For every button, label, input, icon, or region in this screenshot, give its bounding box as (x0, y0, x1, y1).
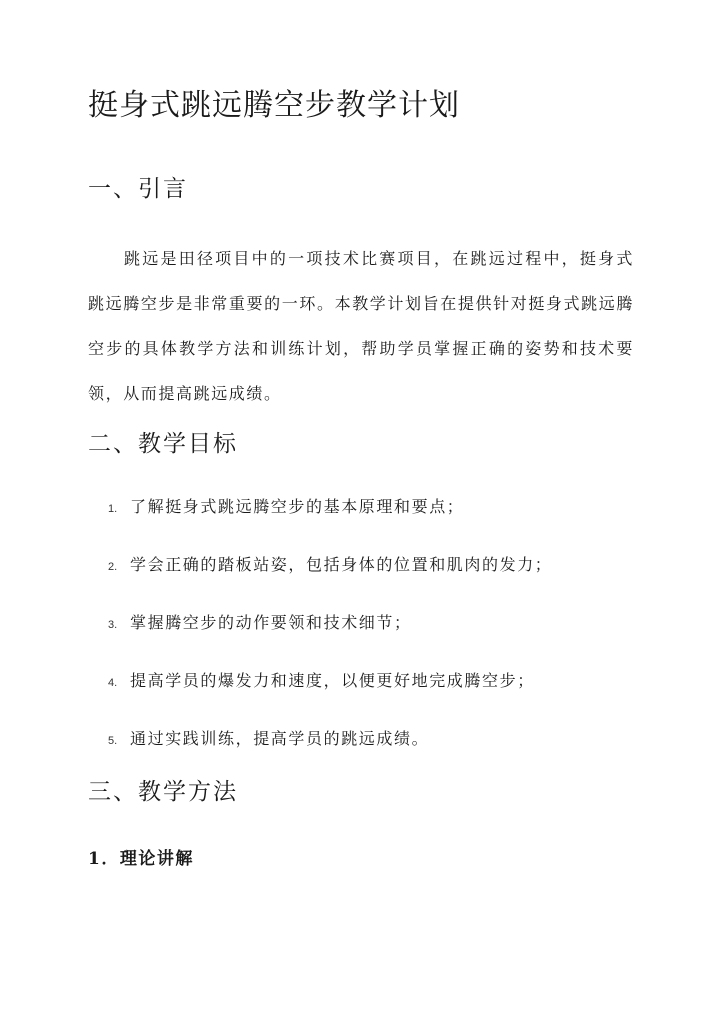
list-item-text: 掌握腾空步的动作要领和技术细节； (130, 613, 412, 632)
list-item (108, 610, 552, 668)
list-item-text: 学会正确的踏板站姿，包括身体的位置和肌肉的发力； (130, 555, 553, 574)
list-item (108, 668, 552, 726)
list-item-number: 1. (108, 503, 118, 515)
introduction-paragraph: 跳远是田径项目中的一项技术比赛项目，在跳远过程中，挺身式跳远腾空步是非常重要的一环。本教学计划旨在提供针对挺身式跳远腾空步的具体教学方法和训练计划，帮助学员掌握正确的姿势和技术要领，从而提高跳远成绩。 (88, 249, 634, 403)
document-title: 挺身式跳远腾空步教学计划 (88, 88, 460, 123)
list-item-number: 5. (108, 735, 118, 747)
section-heading-introduction: 一、引言 (88, 176, 188, 202)
list-item-number: 4. (108, 677, 118, 689)
teaching-goals-list (108, 494, 552, 784)
section-heading-teaching-goals: 二、教学目标 (88, 431, 238, 457)
subsection-heading-theory-explanation: 1．理论讲解 (88, 849, 194, 869)
section-heading-teaching-methods: 三、教学方法 (88, 779, 238, 805)
list-item-text: 了解挺身式跳远腾空步的基本原理和要点； (130, 497, 465, 516)
list-item-text: 提高学员的爆发力和速度，以便更好地完成腾空步； (130, 671, 535, 690)
list-item-text: 通过实践训练，提高学员的跳远成绩。 (130, 729, 430, 748)
list-item (108, 494, 552, 552)
list-item-number: 2. (108, 561, 118, 573)
list-item-number: 3. (108, 619, 118, 631)
list-item (108, 552, 552, 610)
